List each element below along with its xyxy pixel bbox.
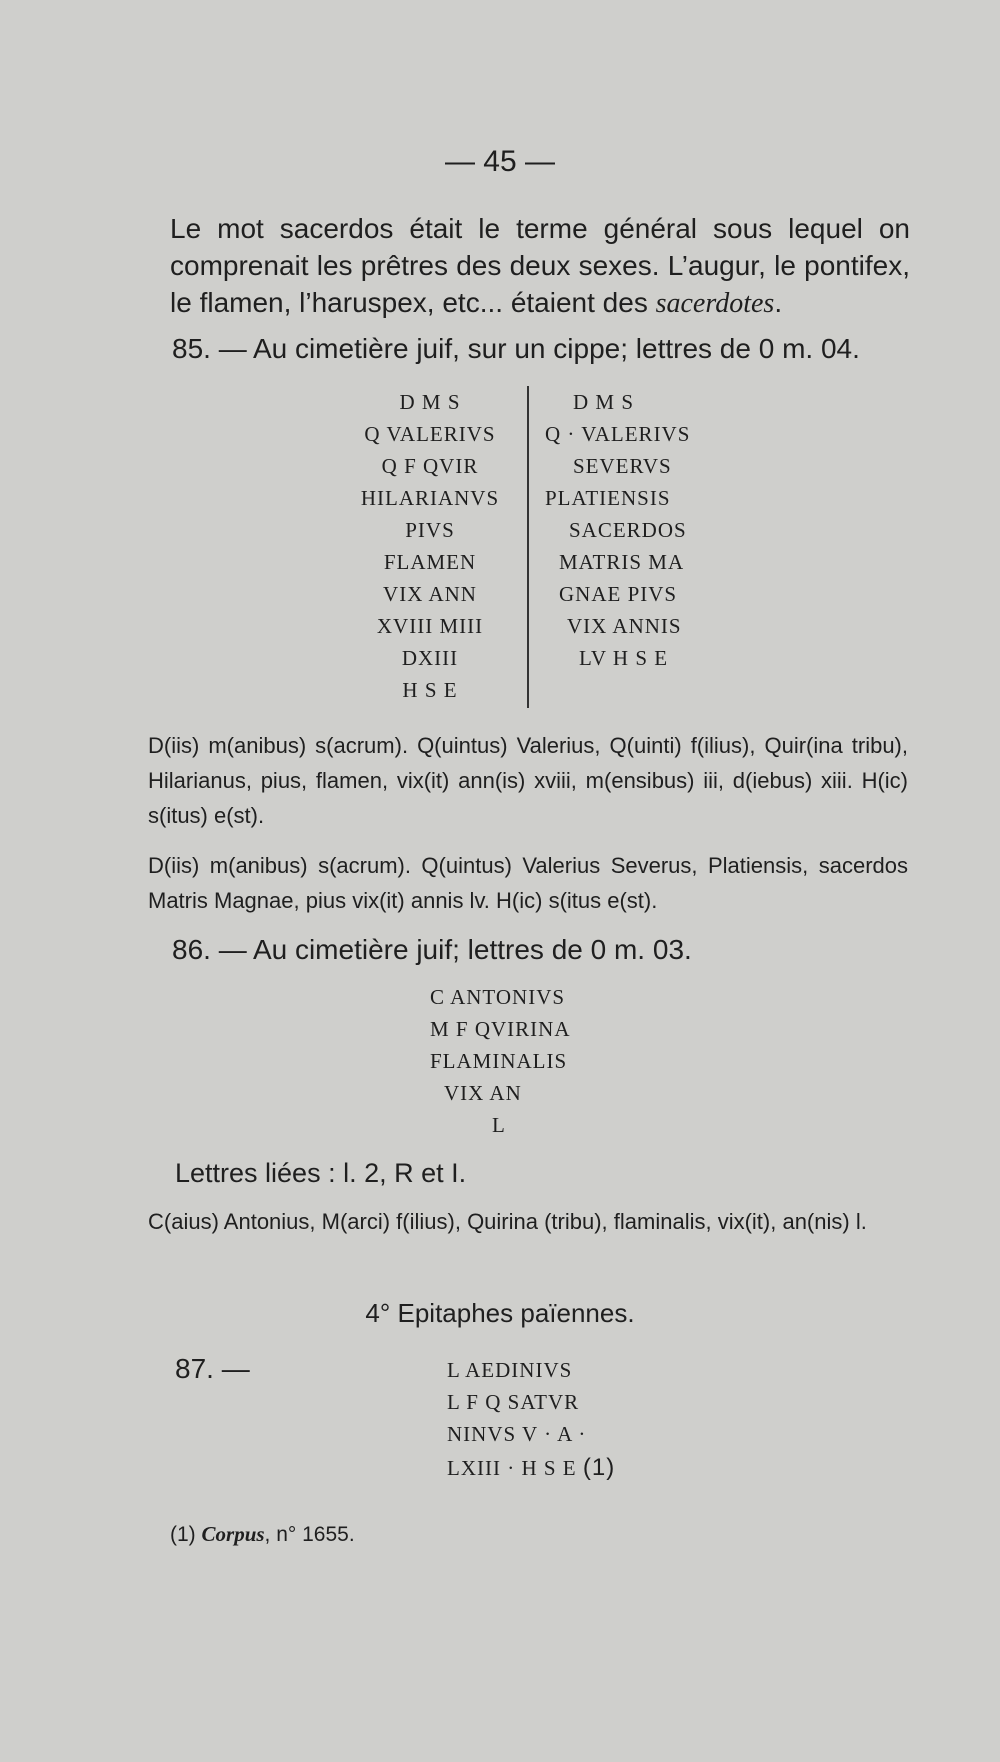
inscription-85-right: [545, 390, 745, 720]
inscription-line: M F QVIRINA: [430, 1017, 571, 1041]
inscription-line: H S E: [402, 678, 458, 702]
page-number: — 45 —: [444, 145, 556, 178]
translation-text: D(iis) m(anibus) s(acrum). Q(uintus) Valerius, Q(uinti) f(ilius), Quir(ina tribu), Hilarianus, pius, flamen, vix(it) ann(is) xviii, m(ensibus) iii, d(iebus) xiii. H(ic) s(itus) e(st).: [148, 733, 908, 828]
entry-87-number: 87. —: [175, 1353, 250, 1384]
inscription-line: L: [492, 1113, 506, 1137]
intro-text-end: .: [774, 287, 783, 318]
inscription-line: PIVS: [405, 518, 455, 542]
inscription-line: D M S: [573, 390, 635, 414]
inscription-line-text: LXIII · H S E: [447, 1456, 577, 1480]
inscription-line: SACERDOS: [569, 518, 687, 542]
inscription-87: [447, 1358, 697, 1488]
entry-86-note: Lettres liées : l. 2, R et I.: [175, 1158, 467, 1188]
inscription-line: L AEDINIVS: [447, 1358, 573, 1382]
entry-85-translation-2: [148, 848, 908, 918]
translation-text: C(aius) Antonius, M(arci) f(ilius), Quirina (tribu), flaminalis, vix(it), an(nis) l.: [148, 1209, 867, 1234]
intro-paragraph: [170, 210, 910, 322]
inscription-line: [447, 1454, 615, 1482]
inscription-line: FLAMINALIS: [430, 1049, 568, 1073]
entry-85-heading: 85. — Au cimetière juif, sur un cippe; lettres de 0 m. 04.: [172, 333, 860, 364]
inscription-line: HILARIANVS: [360, 486, 500, 510]
inscription-line: Q VALERIVS: [364, 422, 496, 446]
footnote: [170, 1522, 355, 1547]
inscription-line: VIX AN: [444, 1081, 522, 1105]
footnote-reference: (1): [582, 1454, 616, 1481]
footnote-text: , n° 1655.: [264, 1523, 355, 1546]
inscription-line: SEVERVS: [573, 454, 672, 478]
inscription-line: MATRIS MA: [559, 550, 685, 574]
inscription-line: FLAMEN: [383, 550, 477, 574]
inscription-line: VIX ANNIS: [567, 614, 682, 638]
inscription-line: GNAE PIVS: [559, 582, 678, 606]
inscription-line: VIX ANN: [383, 582, 477, 606]
intro-text: Le mot sacerdos était le terme général sous lequel on comprenait les prêtres des deux sexes. L’augur, le pontifex, le flamen, l’haruspex, etc... étaient des: [170, 213, 910, 318]
inscription-line: C ANTONIVS: [430, 985, 566, 1009]
inscription-line: NINVS V · A ·: [447, 1422, 587, 1446]
translation-text: D(iis) m(anibus) s(acrum). Q(uintus) Valerius Severus, Platiensis, sacerdos Matris Magnae, pius vix(it) annis lv. H(ic) s(itus e(st).: [148, 853, 908, 913]
entry-85-translation-1: [148, 728, 908, 833]
inscription-line: L F Q SATVR: [447, 1390, 580, 1414]
inscription-line: D M S: [399, 390, 461, 414]
intro-italic-word: sacerdotes: [655, 288, 775, 319]
inscription-line: LV H S E: [579, 646, 669, 670]
column-divider: [527, 386, 529, 708]
inscription-line: Q F QVIR: [381, 454, 479, 478]
footnote-source: Corpus: [201, 1522, 265, 1546]
entry-86-translation: [148, 1204, 908, 1239]
inscription-86: [430, 985, 650, 1145]
footnote-marker: (1): [170, 1523, 196, 1546]
inscription-line: PLATIENSIS: [545, 486, 671, 510]
inscription-line: XVIII MIII: [376, 614, 484, 638]
section-heading: 4° Epitaphes païennes.: [365, 1298, 635, 1328]
inscription-line: Q · VALERIVS: [545, 422, 691, 446]
entry-86-heading: 86. — Au cimetière juif; lettres de 0 m. 03.: [172, 934, 692, 965]
inscription-85-left: [335, 390, 525, 720]
inscription-line: DXIII: [401, 646, 459, 670]
